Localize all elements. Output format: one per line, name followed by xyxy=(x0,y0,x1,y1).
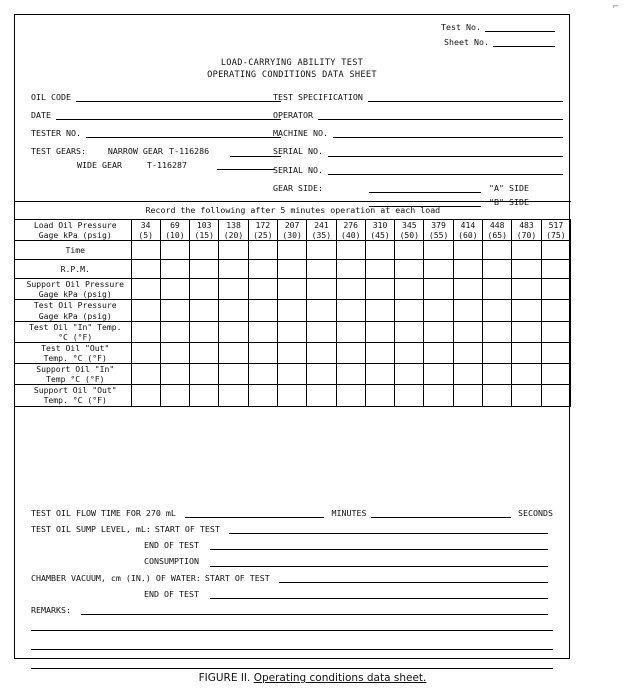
data-sheet-form xyxy=(14,14,570,659)
data-entry-cell[interactable] xyxy=(541,364,571,385)
data-entry-cell[interactable] xyxy=(248,385,277,406)
data-entry-cell[interactable] xyxy=(248,241,277,260)
data-entry-cell[interactable] xyxy=(307,364,336,385)
data-entry-cell[interactable] xyxy=(365,300,394,321)
table-row xyxy=(15,241,571,260)
load-pressure-header-cell: 241 (35) xyxy=(307,220,336,241)
load-pressure-header-cell: 207 (30) xyxy=(277,220,306,241)
gear-side-b-tag: "B" SIDE xyxy=(489,196,529,207)
sheet-no-field[interactable] xyxy=(375,38,555,47)
oil-code-field[interactable] xyxy=(31,93,281,102)
flow-time-row[interactable] xyxy=(31,509,553,518)
load-oil-pressure-label: Load Oil Pressure Gage kPa (psig) xyxy=(15,220,131,241)
data-entry-cell[interactable] xyxy=(160,260,189,279)
data-entry-cell[interactable] xyxy=(424,321,453,342)
data-entry-cell[interactable] xyxy=(277,279,306,300)
data-entry-cell[interactable] xyxy=(190,364,219,385)
data-entry-cell[interactable] xyxy=(512,321,541,342)
data-entry-cell[interactable] xyxy=(453,321,482,342)
sheet-no-blank[interactable] xyxy=(493,38,555,47)
test-specification-label: TEST SPECIFICATION xyxy=(273,92,363,102)
row-label: Support Oil "Out" Temp. °C (°F) xyxy=(15,385,131,406)
machine-no-label: MACHINE NO. xyxy=(273,128,328,139)
data-entry-cell[interactable] xyxy=(424,260,453,279)
table-row xyxy=(15,385,571,406)
data-entry-cell[interactable] xyxy=(424,300,453,321)
oil-code-blank[interactable] xyxy=(76,93,281,102)
data-entry-cell[interactable] xyxy=(190,260,219,279)
sump-start-blank[interactable] xyxy=(229,525,548,534)
header-fields xyxy=(375,23,555,53)
date-label: DATE xyxy=(31,110,51,121)
data-entry-cell[interactable] xyxy=(453,385,482,406)
data-entry-cell[interactable] xyxy=(307,385,336,406)
chamber-vacuum-label: CHAMBER VACUUM, cm (IN.) OF WATER: xyxy=(31,572,201,583)
measurements-table-wrap xyxy=(15,201,569,407)
data-entry-cell[interactable] xyxy=(248,279,277,300)
data-entry-cell[interactable] xyxy=(219,321,248,342)
data-entry-cell[interactable] xyxy=(131,364,160,385)
tester-no-field[interactable] xyxy=(31,129,281,138)
data-entry-cell[interactable] xyxy=(512,364,541,385)
data-entry-cell[interactable] xyxy=(336,260,365,279)
data-entry-cell[interactable] xyxy=(190,321,219,342)
data-entry-cell[interactable] xyxy=(483,300,512,321)
data-entry-cell[interactable] xyxy=(277,385,306,406)
remarks-label: REMARKS: xyxy=(31,604,71,615)
data-entry-cell[interactable] xyxy=(160,385,189,406)
data-entry-cell[interactable] xyxy=(483,385,512,406)
data-entry-cell[interactable] xyxy=(453,300,482,321)
data-entry-cell[interactable] xyxy=(395,385,424,406)
data-entry-cell[interactable] xyxy=(424,364,453,385)
table-row xyxy=(15,279,571,300)
data-entry-cell[interactable] xyxy=(336,279,365,300)
vacuum-end-label: END OF TEST xyxy=(144,588,199,599)
data-entry-cell[interactable] xyxy=(307,321,336,342)
data-entry-cell[interactable] xyxy=(277,321,306,342)
data-entry-cell[interactable] xyxy=(336,364,365,385)
flow-time-seconds-blank[interactable] xyxy=(371,509,511,518)
test-gears-block xyxy=(31,147,281,169)
data-entry-cell[interactable] xyxy=(541,241,571,260)
remarks-row[interactable] xyxy=(31,606,553,615)
data-entry-cell[interactable] xyxy=(483,279,512,300)
data-entry-cell[interactable] xyxy=(541,321,571,342)
test-gears-label: TEST GEARS: xyxy=(31,146,86,157)
sheet-no-label: Sheet No. xyxy=(444,37,489,48)
serial-no-label-1: SERIAL NO. xyxy=(273,146,323,157)
sump-end-blank[interactable] xyxy=(210,541,548,550)
data-entry-cell[interactable] xyxy=(424,385,453,406)
gear-side-label: GEAR SIDE: xyxy=(273,182,323,193)
data-entry-cell[interactable] xyxy=(424,342,453,363)
data-entry-cell[interactable] xyxy=(395,321,424,342)
data-entry-cell[interactable] xyxy=(395,241,424,260)
machine-no-field[interactable] xyxy=(273,129,563,138)
data-entry-cell[interactable] xyxy=(190,300,219,321)
serial-no-label-2: SERIAL NO. xyxy=(273,164,323,175)
data-entry-cell[interactable] xyxy=(483,342,512,363)
data-entry-cell[interactable] xyxy=(512,300,541,321)
load-pressure-header-cell: 345 (50) xyxy=(395,220,424,241)
flow-time-seconds-label: SECONDS xyxy=(518,508,554,518)
data-entry-cell[interactable] xyxy=(160,321,189,342)
data-entry-cell[interactable] xyxy=(336,342,365,363)
data-entry-cell[interactable] xyxy=(277,241,306,260)
test-no-blank[interactable] xyxy=(485,23,555,32)
data-entry-cell[interactable] xyxy=(395,260,424,279)
table-row xyxy=(15,300,571,321)
load-pressure-header-cell: 276 (40) xyxy=(336,220,365,241)
load-pressure-header-cell: 414 (60) xyxy=(453,220,482,241)
data-entry-cell[interactable] xyxy=(395,279,424,300)
gear-side-a-tag: "A" SIDE xyxy=(489,182,529,193)
chamber-vacuum-row-start[interactable] xyxy=(31,574,553,583)
data-entry-cell[interactable] xyxy=(365,364,394,385)
data-entry-cell[interactable] xyxy=(395,300,424,321)
data-entry-cell[interactable] xyxy=(160,241,189,260)
data-entry-cell[interactable] xyxy=(483,364,512,385)
data-entry-cell[interactable] xyxy=(160,279,189,300)
test-specification-blank[interactable] xyxy=(368,93,563,102)
load-pressure-header-cell: 310 (45) xyxy=(365,220,394,241)
data-entry-cell[interactable] xyxy=(190,279,219,300)
date-field[interactable] xyxy=(31,111,281,120)
remarks-blank-4[interactable] xyxy=(31,660,553,669)
data-entry-cell[interactable] xyxy=(248,260,277,279)
data-entry-cell[interactable] xyxy=(131,241,160,260)
data-entry-cell[interactable] xyxy=(219,300,248,321)
data-entry-cell[interactable] xyxy=(307,279,336,300)
data-entry-cell[interactable] xyxy=(219,241,248,260)
data-entry-cell[interactable] xyxy=(219,385,248,406)
data-entry-cell[interactable] xyxy=(541,385,571,406)
operator-field[interactable] xyxy=(273,111,563,120)
test-gears-row-wide[interactable] xyxy=(31,161,281,170)
form-title-line1: LOAD-CARRYING ABILITY TEST xyxy=(220,58,364,68)
flow-time-minutes-blank[interactable] xyxy=(185,509,325,518)
sump-consumption-blank[interactable] xyxy=(210,558,548,567)
table-row xyxy=(15,342,571,363)
data-entry-cell[interactable] xyxy=(483,321,512,342)
table-header-row xyxy=(15,220,571,241)
data-entry-cell[interactable] xyxy=(131,300,160,321)
data-entry-cell[interactable] xyxy=(131,260,160,279)
bottom-fields xyxy=(15,509,569,679)
load-pressure-header-cell: 103 (15) xyxy=(190,220,219,241)
load-pressure-header-cell: 34 (5) xyxy=(131,220,160,241)
data-entry-cell[interactable] xyxy=(219,342,248,363)
serial-no-field-1[interactable] xyxy=(273,147,563,156)
form-title-line2: OPERATING CONDITIONS DATA SHEET xyxy=(207,70,377,81)
data-entry-cell[interactable] xyxy=(365,260,394,279)
test-no-label: Test No. xyxy=(441,22,481,32)
narrow-gear-part: T-116286 xyxy=(169,146,210,157)
data-entry-cell[interactable] xyxy=(277,260,306,279)
data-entry-cell[interactable] xyxy=(424,279,453,300)
test-gears-row-narrow[interactable] xyxy=(31,147,281,156)
figure-caption xyxy=(0,672,625,684)
flow-time-minutes-label: MINUTES xyxy=(331,508,367,518)
corner-mark: ⌐ xyxy=(612,2,619,11)
data-entry-cell[interactable] xyxy=(336,300,365,321)
data-entry-cell[interactable] xyxy=(131,342,160,363)
table-banner-row xyxy=(15,202,571,220)
oil-code-label: OIL CODE xyxy=(31,92,71,102)
table-banner: Record the following after 5 minutes operation at each load xyxy=(15,202,571,220)
data-entry-cell[interactable] xyxy=(336,385,365,406)
operator-blank[interactable] xyxy=(318,111,563,120)
form-title xyxy=(15,59,569,81)
data-entry-cell[interactable] xyxy=(336,321,365,342)
wide-gear-name: WIDE GEAR xyxy=(77,159,122,170)
table-row xyxy=(15,321,571,342)
sump-level-row-start[interactable] xyxy=(31,525,553,534)
remarks-blank-3[interactable] xyxy=(31,641,553,650)
row-label: Time xyxy=(15,241,131,260)
data-entry-cell[interactable] xyxy=(395,342,424,363)
wide-gear-blank[interactable] xyxy=(217,161,275,170)
data-entry-cell[interactable] xyxy=(395,364,424,385)
data-entry-cell[interactable] xyxy=(512,342,541,363)
load-pressure-header-cell: 483 (70) xyxy=(512,220,541,241)
remarks-blank-1[interactable] xyxy=(81,606,548,615)
data-entry-cell[interactable] xyxy=(190,342,219,363)
row-label: Support Oil Pressure Gage kPa (psig) xyxy=(15,279,131,300)
measurements-table xyxy=(15,201,571,407)
data-entry-cell[interactable] xyxy=(131,321,160,342)
data-entry-cell[interactable] xyxy=(277,364,306,385)
vacuum-end-blank[interactable] xyxy=(210,590,548,599)
data-entry-cell[interactable] xyxy=(512,260,541,279)
gear-side-row-a[interactable] xyxy=(273,184,563,193)
data-entry-cell[interactable] xyxy=(483,260,512,279)
load-pressure-header-cell: 379 (55) xyxy=(424,220,453,241)
data-entry-cell[interactable] xyxy=(453,241,482,260)
identification-block xyxy=(15,92,569,207)
data-entry-cell[interactable] xyxy=(248,364,277,385)
data-entry-cell[interactable] xyxy=(190,241,219,260)
test-no-field[interactable] xyxy=(375,23,555,32)
data-entry-cell[interactable] xyxy=(277,300,306,321)
load-pressure-header-cell: 69 (10) xyxy=(160,220,189,241)
data-entry-cell[interactable] xyxy=(219,279,248,300)
identification-right-column xyxy=(273,93,563,212)
data-entry-cell[interactable] xyxy=(307,300,336,321)
data-entry-cell[interactable] xyxy=(483,241,512,260)
data-entry-cell[interactable] xyxy=(453,342,482,363)
remarks-blank-2[interactable] xyxy=(31,622,553,631)
data-entry-cell[interactable] xyxy=(131,385,160,406)
vacuum-start-label: START OF TEST xyxy=(204,572,270,583)
test-specification-field[interactable] xyxy=(273,93,563,102)
wide-gear-part: T-116287 xyxy=(147,159,187,170)
load-pressure-header-cell: 517 (75) xyxy=(541,220,571,241)
data-entry-cell[interactable] xyxy=(307,342,336,363)
operator-label: OPERATOR xyxy=(273,110,313,121)
sump-level-row-end[interactable] xyxy=(31,541,553,550)
table-row xyxy=(15,260,571,279)
load-pressure-header-cell: 448 (65) xyxy=(483,220,512,241)
data-entry-cell[interactable] xyxy=(190,385,219,406)
gear-side-a-blank[interactable] xyxy=(369,184,481,193)
data-entry-cell[interactable] xyxy=(160,300,189,321)
table-row xyxy=(15,364,571,385)
data-entry-cell[interactable] xyxy=(453,279,482,300)
data-entry-cell[interactable] xyxy=(131,279,160,300)
serial-no-field-2[interactable] xyxy=(273,166,563,175)
data-entry-cell[interactable] xyxy=(541,279,571,300)
narrow-gear-name: NARROW GEAR xyxy=(107,146,163,157)
sump-start-label: START OF TEST xyxy=(154,524,220,535)
data-entry-cell[interactable] xyxy=(541,260,571,279)
date-blank[interactable] xyxy=(56,111,281,120)
data-entry-cell[interactable] xyxy=(160,342,189,363)
data-entry-cell[interactable] xyxy=(365,385,394,406)
row-label: Support Oil "In" Temp °C (°F) xyxy=(15,364,131,385)
data-entry-cell[interactable] xyxy=(219,364,248,385)
data-entry-cell[interactable] xyxy=(541,300,571,321)
data-entry-cell[interactable] xyxy=(307,241,336,260)
data-entry-cell[interactable] xyxy=(453,364,482,385)
data-entry-cell[interactable] xyxy=(248,321,277,342)
sump-consumption-label: CONSUMPTION xyxy=(144,556,199,567)
sump-end-label: END OF TEST xyxy=(144,540,199,551)
data-entry-cell[interactable] xyxy=(307,260,336,279)
data-entry-cell[interactable] xyxy=(365,241,394,260)
data-entry-cell[interactable] xyxy=(219,260,248,279)
identification-left-column xyxy=(31,93,281,174)
data-entry-cell[interactable] xyxy=(512,241,541,260)
data-entry-cell[interactable] xyxy=(336,241,365,260)
tester-no-blank[interactable] xyxy=(86,129,281,138)
sump-level-row-consumption[interactable] xyxy=(31,557,553,566)
chamber-vacuum-row-end[interactable] xyxy=(31,590,553,599)
data-entry-cell[interactable] xyxy=(160,364,189,385)
row-label: R.P.M. xyxy=(15,260,131,279)
data-entry-cell[interactable] xyxy=(512,385,541,406)
serial-no-blank-1[interactable] xyxy=(328,148,563,157)
row-label: Test Oil Pressure Gage kPa (psig) xyxy=(15,300,131,321)
load-pressure-header-cell: 138 (20) xyxy=(219,220,248,241)
data-entry-cell[interactable] xyxy=(365,321,394,342)
serial-no-blank-2[interactable] xyxy=(328,166,563,175)
data-entry-cell[interactable] xyxy=(365,342,394,363)
tester-no-label: TESTER NO. xyxy=(31,128,81,139)
data-entry-cell[interactable] xyxy=(541,342,571,363)
figure-caption-title: Operating conditions data sheet. xyxy=(253,672,427,684)
flow-time-label: TEST OIL FLOW TIME FOR 270 mL xyxy=(31,508,176,518)
load-pressure-header-cell: 172 (25) xyxy=(248,220,277,241)
data-entry-cell[interactable] xyxy=(424,241,453,260)
data-entry-cell[interactable] xyxy=(512,279,541,300)
data-entry-cell[interactable] xyxy=(277,342,306,363)
vacuum-start-blank[interactable] xyxy=(279,574,548,583)
figure-caption-prefix: FIGURE II. xyxy=(198,672,251,684)
data-entry-cell[interactable] xyxy=(248,342,277,363)
data-entry-cell[interactable] xyxy=(453,260,482,279)
machine-no-blank[interactable] xyxy=(333,129,563,138)
row-label: Test Oil "In" Temp. °C (°F) xyxy=(15,321,131,342)
sump-level-label: TEST OIL SUMP LEVEL, mL: xyxy=(31,524,151,535)
row-label: Test Oil "Out" Temp. °C (°F) xyxy=(15,342,131,363)
data-entry-cell[interactable] xyxy=(248,300,277,321)
data-entry-cell[interactable] xyxy=(365,279,394,300)
